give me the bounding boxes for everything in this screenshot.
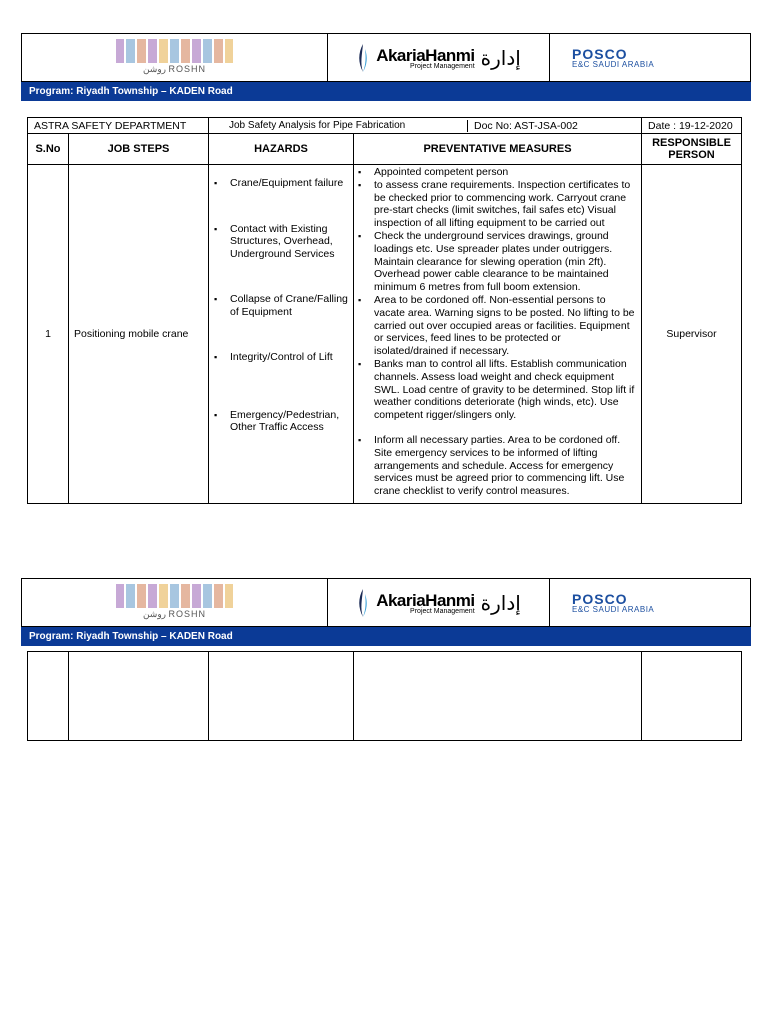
row-sno: 1 xyxy=(28,165,69,504)
hazard-item: ▪ Collapse of Crane/Falling of Equipment xyxy=(230,293,349,318)
col-sno: S.No xyxy=(28,134,69,165)
hazard-item: ▪ Integrity/Control of Lift xyxy=(230,351,349,364)
hazard-item: ▪ Emergency/Pedestrian, Other Traffic Access xyxy=(230,409,349,434)
empty-cell xyxy=(69,652,209,741)
row-hazards xyxy=(209,165,354,504)
roshn-logo-cell xyxy=(22,579,328,626)
akaria-logo-cell xyxy=(328,579,550,626)
measure-item: ▪ Area to be cordoned off. Non-essential persons to vacate area. Warning signs to be posted. No lifting to be carried out over occupied areas or facilities. Equipment or services, feed lines to be protected or isolated/drained if necessary. xyxy=(374,294,635,358)
page-header-2 xyxy=(21,578,751,627)
measure-item: ▪ Inform all necessary parties. Area to be cordoned off. Site emergency services to be informed of lifting arrangements and schedule. Access for emergency services must be agreed prior to commencing lift. Use crane checklist to verify control measures. xyxy=(374,434,635,498)
empty-cell xyxy=(28,652,69,741)
akaria-logo: AkariaHanmi Project Management إدارة xyxy=(356,588,521,618)
posco-logo-cell xyxy=(550,579,750,626)
hazard-item: ▪ Contact with Existing Structures, Overhead, Underground Services xyxy=(230,223,349,261)
roshn-logo: روشن ROSHN xyxy=(116,584,234,622)
meta-row xyxy=(28,118,742,134)
posco-logo-cell xyxy=(550,34,750,81)
program-band-2: Program: Riyadh Township – KADEN Road xyxy=(21,627,751,646)
continuation-table xyxy=(27,651,742,741)
akaria-logo: AkariaHanmi Project Management إدارة xyxy=(356,43,521,73)
column-header-row xyxy=(28,134,742,165)
document-title: Job Safety Analysis for Pipe Fabrication xyxy=(209,120,468,132)
col-measures: PREVENTATIVE MEASURES xyxy=(354,134,642,165)
measure-item: ▪ Appointed competent person xyxy=(374,166,635,179)
page-header-1 xyxy=(21,33,751,82)
doc-date: Date : 19-12-2020 xyxy=(642,118,742,134)
row-responsible: Supervisor xyxy=(642,165,742,504)
posco-logo: POSCO E&C SAUDI ARABIA xyxy=(572,45,655,69)
jsa-table xyxy=(27,117,742,504)
col-hazards: HAZARDS xyxy=(209,134,354,165)
akaria-logo-cell xyxy=(328,34,550,81)
posco-logo: POSCO E&C SAUDI ARABIA xyxy=(572,590,655,614)
department: ASTRA SAFETY DEPARTMENT xyxy=(28,118,209,134)
roshn-logo-cell xyxy=(22,34,328,81)
row-measures xyxy=(354,165,642,504)
doc-number: Doc No: AST-JSA-002 xyxy=(474,119,578,132)
empty-cell xyxy=(209,652,354,741)
hazard-item: ▪ Crane/Equipment failure xyxy=(230,177,349,190)
measure-item: ▪ Check the underground services drawings, ground loadings etc. Use spreader plates under outriggers. Maintain clearance for slewing operation (min 2ft). Overhead power cable clearance to be maintained minimum 6 metres from full boom extension. xyxy=(374,230,635,294)
program-band-1: Program: Riyadh Township – KADEN Road xyxy=(21,82,751,101)
empty-cell xyxy=(354,652,642,741)
empty-cell xyxy=(642,652,742,741)
table-row xyxy=(28,165,742,504)
measure-item: ▪ to assess crane requirements. Inspection certificates to be checked prior to commencing work. Carryout crane pre-start checks (limit switches, fail safes etc) Visual inspection of all lifting equipment to be carried out xyxy=(374,179,635,230)
col-job-steps: JOB STEPS xyxy=(69,134,209,165)
flame-icon xyxy=(356,43,370,73)
row-job-step: Positioning mobile crane xyxy=(69,165,209,504)
measure-item: ▪ Banks man to control all lifts. Establish communication channels. Assess load weight and check equipment SWL. Load centre of gravity to be determined. Stop lift if weather conditions deteriorate (high winds, etc). Use competent rigger/slingers only. xyxy=(374,358,635,422)
table-row xyxy=(28,652,742,741)
col-responsible: RESPONSIBLE PERSON xyxy=(642,134,742,165)
roshn-logo: روشن ROSHN xyxy=(116,39,234,77)
flame-icon xyxy=(356,588,370,618)
